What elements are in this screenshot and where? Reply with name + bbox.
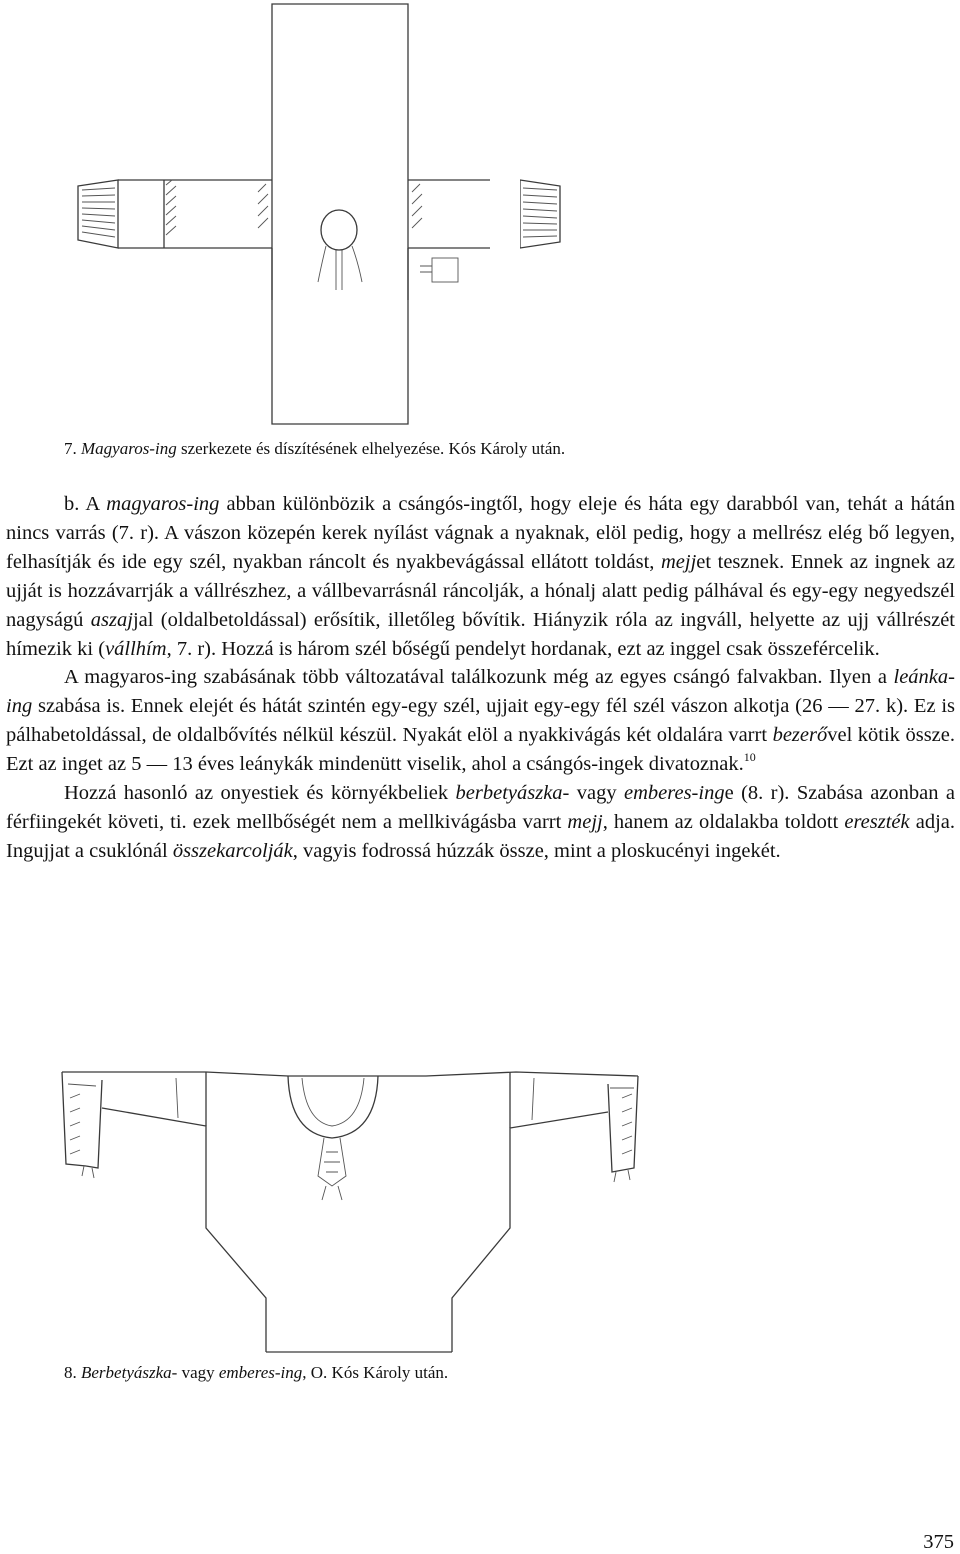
italic-term: mejj [660, 550, 697, 573]
figure-7-number: 7. [64, 439, 77, 458]
figure-8-caption [64, 1363, 448, 1383]
text-run: vel kötik össze. Ezt az inget az 5 — 13 éves leánykák mindenütt viselik, ahol a csángós-ingek divatoznak. [6, 724, 955, 776]
text-run: b. A [64, 493, 107, 515]
figure-7-caption-italic: Magyaros-ing [81, 439, 177, 458]
italic-term: leánka-ing [6, 666, 955, 718]
figure-7-caption [64, 439, 565, 459]
text-run: jal (oldalbetoldással) erősítik, illetőleg bővítik. Hiányzik róla az ingváll, helyette az ujj vállrészét hímezik ki ( [6, 608, 955, 660]
text-run: , hanem az oldalakba toldott [602, 810, 845, 833]
figure-8-number: 8. [64, 1363, 77, 1382]
italic-term: bezerő [772, 724, 828, 747]
figure-7-drawing [60, 0, 490, 430]
text-run: adja. Ingujjat a csuklónál [6, 810, 955, 862]
italic-term: ereszték [844, 810, 910, 833]
italic-term: aszaj [90, 608, 133, 631]
figure-8-caption-italic-1: Berbetyászka- [81, 1363, 178, 1382]
figure-7-right-cuff [520, 176, 590, 256]
text-run: A magyaros-ing szabásának több változatával találkozunk még az egyes csángó falvakban. Ilyen a [64, 666, 894, 689]
text-run: , vagyis fodrossá húzzák össze, mint a ploskucényi ingekét. [292, 839, 781, 862]
italic-term: összekarcolják [172, 839, 293, 862]
figure-8-caption-mid: vagy [177, 1363, 219, 1382]
paragraph [6, 663, 955, 779]
body-text [6, 490, 955, 866]
italic-term: vállhím [105, 637, 167, 660]
figure-8-caption-rest: , O. Kós Károly után. [302, 1363, 449, 1382]
figure-8-drawing [56, 1068, 656, 1358]
footnote-ref: 10 [743, 750, 756, 765]
text-run: , 7. r). Hozzá is három szél bőségű pendelyt hordanak, ezt az inggel csak összefércelik. [166, 637, 880, 660]
figure-8-caption-italic-2: emberes-ing [218, 1363, 303, 1382]
figure-7-caption-rest: szerkezete és díszítésének elhelyezése. Kós Károly után. [176, 439, 566, 458]
page-number: 375 [923, 1531, 954, 1553]
text-run: et tesznek. Ennek az ingnek az ujját is hozzávarrják a vállrészhez, a vállbevarrásnál ráncolják, a hónalj alatt pedig pálhával és egy-egy negyedszél nagyságú [6, 550, 955, 631]
text-run: abban különbözik a csángós-ingtől, hogy eleje és háta egy darabból van, tehát a hátán nincs varrás (7. r). A vászon közepén kerek nyílást vágnak a nyaknak, elöl pedig, hogy a mellrész elég bő legyen, felhasítják és ide egy szél, nyakban ráncolt és nyakbevágással ellátott toldást, [6, 493, 956, 573]
text-run: szabása is. Ennek elejét és hátát szintén egy-egy szél, ujjait egy-egy fél szél vászon alkotja (26 — 27. k). Ez is pálhabetoldással, de oldalbővítés nélkül készül. Nyakát elöl a nyakkivágás két oldalára varrt [6, 695, 955, 747]
italic-term: berbetyászka- [455, 782, 570, 805]
paragraph [6, 490, 955, 663]
italic-term: emberes-ing [624, 782, 725, 805]
italic-term: magyaros-ing [106, 493, 220, 515]
paragraph [6, 779, 955, 866]
text-run: Hozzá hasonló az onyestiek és környékbeliek [64, 782, 456, 805]
text-run: vagy [569, 782, 625, 805]
text-run: e (8. r). Szabása azonban a férfiingekét követi, ti. ezek mellbőségét nem a mellkivágásba varrt [6, 782, 956, 833]
italic-term: mejj [567, 810, 603, 833]
